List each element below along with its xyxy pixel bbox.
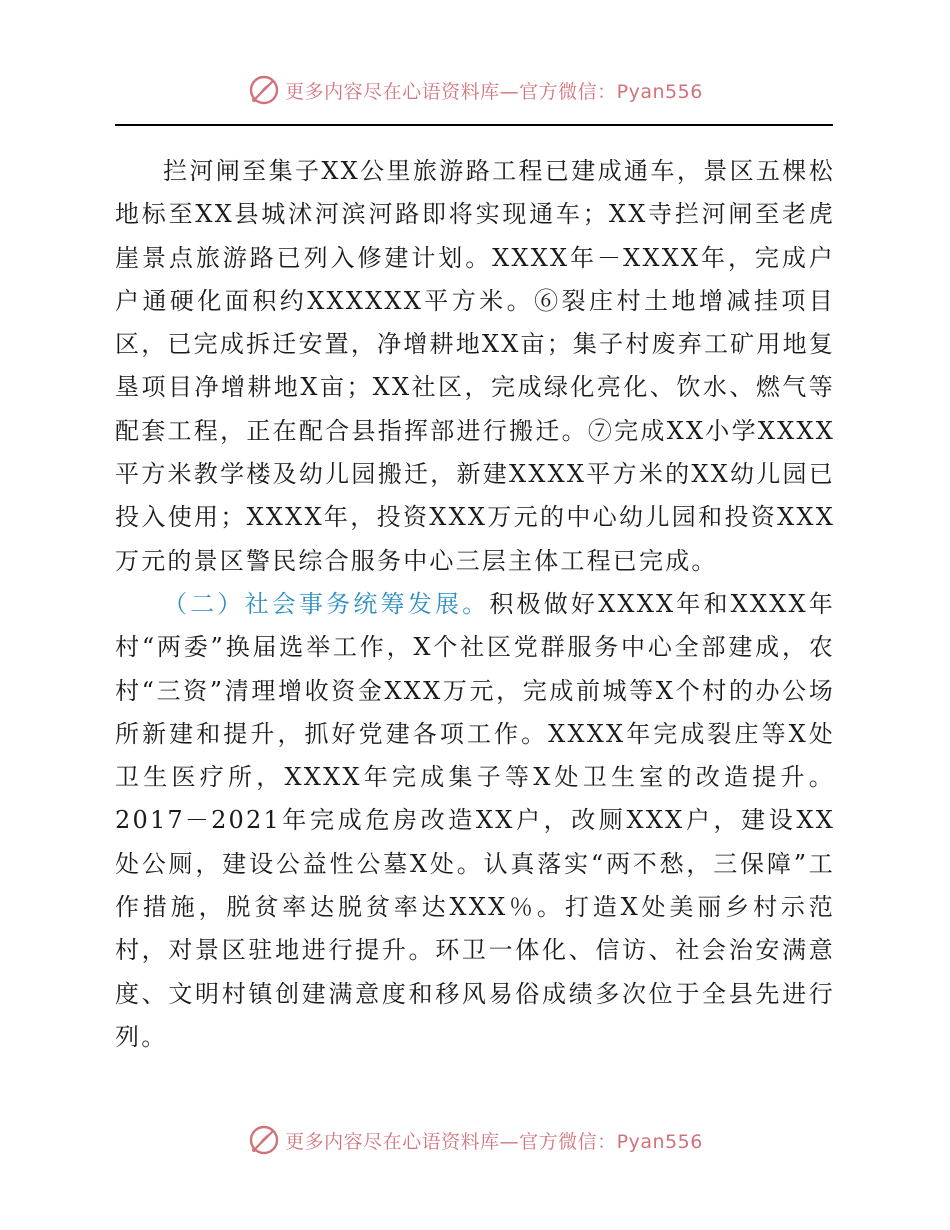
- section-text: 积极做好XXXX年和XXXX年村“两委”换届选举工作，X个社区党群服务中心全部建成，农村“三资”清理增收资金XXX万元，完成前城等X个村的办公场所新建和提升，抓好党建各项工作。XXXX年完成裂庄等X处卫生医疗所，XXXX年完成集子等X处卫生室的改造提升。2017－2021年完成危房改造XX户，改厕XXX户，建设XX处公厕，建设公益性公墓X处。认真落实“两不愁，三保障”工作措施，脱贫率达脱贫率达XXX％。打造X处美丽乡村示范村，对景区驻地进行提升。环卫一体化、信访、社会治安满意度、文明村镇创建满意度和移风易俗成绩多次位于全县先进行列。: [115, 589, 835, 1051]
- header-banner: [0, 70, 950, 110]
- header-banner-text: 更多内容尽在心语资料库—官方微信：Pyan556: [285, 80, 703, 103]
- body-content: [115, 150, 835, 1059]
- footer-banner-text: 更多内容尽在心语资料库—官方微信：Pyan556: [285, 1130, 703, 1153]
- quill-logo-icon: [247, 73, 281, 107]
- quill-logo-icon: [247, 1123, 281, 1157]
- paragraph-2: [115, 583, 835, 1059]
- section-heading: （二）社会事务统筹发展。: [163, 589, 490, 618]
- footer-banner: [0, 1120, 950, 1160]
- header-divider: [115, 124, 833, 126]
- paragraph-1: 拦河闸至集子XX公里旅游路工程已建成通车，景区五棵松地标至XX县城沭河滨河路即将实现通车；XX寺拦河闸至老虎崖景点旅游路已列入修建计划。XXXX年－XXXX年，完成户户通硬化面积约XXXXXX平方米。⑥裂庄村土地增减挂项目区，已完成拆迁安置，净增耕地XX亩；集子村废弃工矿用地复垦项目净增耕地X亩；XX社区，完成绿化亮化、饮水、燃气等配套工程，正在配合县指挥部进行搬迁。⑦完成XX小学XXXX平方米教学楼及幼儿园搬迁，新建XXXX平方米的XX幼儿园已投入使用；XXXX年，投资XXX万元的中心幼儿园和投资XXX万元的景区警民综合服务中心三层主体工程已完成。: [115, 157, 835, 575]
